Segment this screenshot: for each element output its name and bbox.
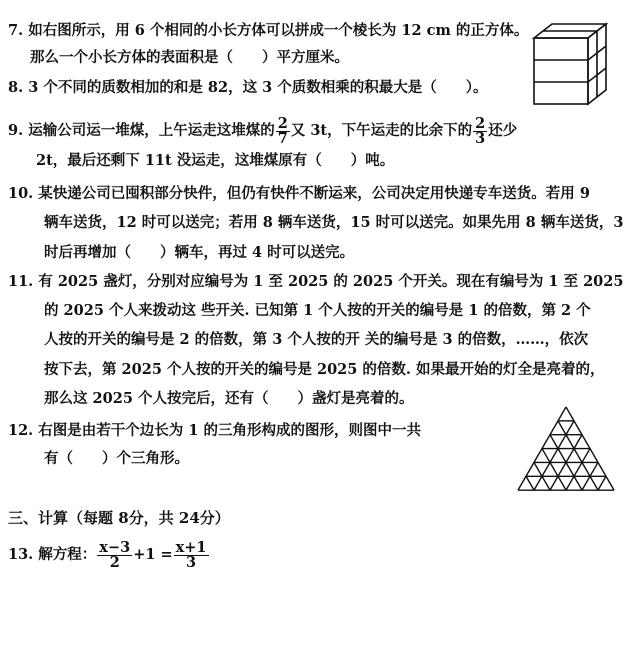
fraction-two-sevenths [276, 114, 290, 147]
fraction-two-thirds [473, 114, 487, 147]
question-12-number: 12. [8, 422, 34, 439]
question-10-line-3: 时后再增加（ ）辆车，再过 4 时可以送完。 [44, 244, 355, 261]
question-9-text-part-2: 又 3t，下午运走的比余下的 [290, 122, 473, 139]
equation-left-numerator: x−3 [99, 538, 131, 556]
question-8-number: 8. [8, 79, 24, 96]
question-8 [8, 78, 488, 98]
question-11-line-3: 人按的开关的编号是 2 的倍数，第 3 个人按的开 关的编号是 3 的倍数，……，依次 [44, 331, 589, 348]
section-title: 三、计算（每题 8分，共 24分） [8, 509, 230, 527]
grid-line [534, 421, 574, 490]
grid-line [598, 476, 606, 490]
question-11-line-1 [8, 272, 623, 292]
question-11-line-5: 那么这 2025 个人按完后，还有（ ）盏灯是亮着的。 [44, 390, 414, 407]
question-11-number: 11. [8, 273, 34, 290]
question-12-line-2: 有（ ）个三角形。 [44, 450, 189, 467]
question-9-line-1 [8, 114, 517, 148]
equation-right-denominator: 3 [186, 553, 197, 571]
equation-right-numerator: x+1 [175, 538, 207, 556]
question-7-line-2: 那么一个小长方体的表面积是（ ）平方厘米。 [30, 49, 349, 66]
triangle-grid-figure [514, 405, 618, 491]
fraction-2-denominator: 3 [475, 129, 486, 147]
equation-left-denominator: 2 [109, 553, 120, 571]
fraction-1-numerator: 2 [277, 114, 288, 132]
grid-line [526, 476, 534, 490]
question-9-line-2: 2t，最后还剩下 11t 没运走，这堆煤原有（ ）吨。 [36, 152, 395, 169]
question-11-line-4: 按下去，第 2025 个人按的开关的编号是 2025 的倍数. 如果最开始的灯全是亮着的， [44, 361, 605, 378]
question-12-line-1 [8, 421, 421, 441]
question-10-text: 某快递公司已囤积部分快件，但仍有快件不断运来，公司决定用快递专车送货。若用 9 [38, 185, 590, 202]
question-10-line-1 [8, 184, 590, 204]
question-9-text-part-1: 运输公司运一堆煤，上午运走这堆煤的 [28, 122, 275, 139]
fraction-1-denominator: 7 [277, 129, 288, 147]
equation-left-fraction [97, 538, 132, 571]
grid-line [558, 421, 598, 490]
question-11-line-2: 的 2025 个人来拨动这 些开关. 已知第 1 个人按的开关的编号是 1 的倍数，第 2 个 [44, 302, 591, 319]
question-11-text: 有 2025 盏灯，分别对应编号为 1 至 2025 的 2025 个开关。现在有编号为 1 至 2025 [38, 273, 624, 290]
equation-right-fraction [174, 538, 209, 571]
question-7-text: 如右图所示，用 6 个相同的小长方体可以拼成一个棱长为 12 cm 的正方体。 [28, 22, 529, 39]
question-9-number: 9. [8, 122, 24, 139]
question-12-text: 右图是由若干个边长为 1 的三角形构成的图形，则图中一共 [38, 422, 421, 439]
question-13-label: 解方程： [38, 546, 97, 563]
equation-plus-one: +1 = [133, 546, 173, 563]
question-7-number: 7. [8, 22, 24, 39]
fraction-2-numerator: 2 [475, 114, 486, 132]
question-9-text-part-3: 还少 [488, 122, 518, 139]
question-13 [8, 532, 210, 578]
question-10-line-2: 辆车送货，12 时可以送完；若用 8 辆车送货，15 时可以送完。如果先用 8 辆车送货，3 [44, 214, 624, 231]
question-7-line-1 [8, 21, 528, 41]
question-10-number: 10. [8, 185, 34, 202]
question-8-text: 3 个不同的质数相加的和是 82，这 3 个质数相乘的积最大是（ ）。 [28, 79, 488, 96]
cube-figure [530, 20, 610, 110]
question-13-number: 13. [8, 546, 34, 563]
